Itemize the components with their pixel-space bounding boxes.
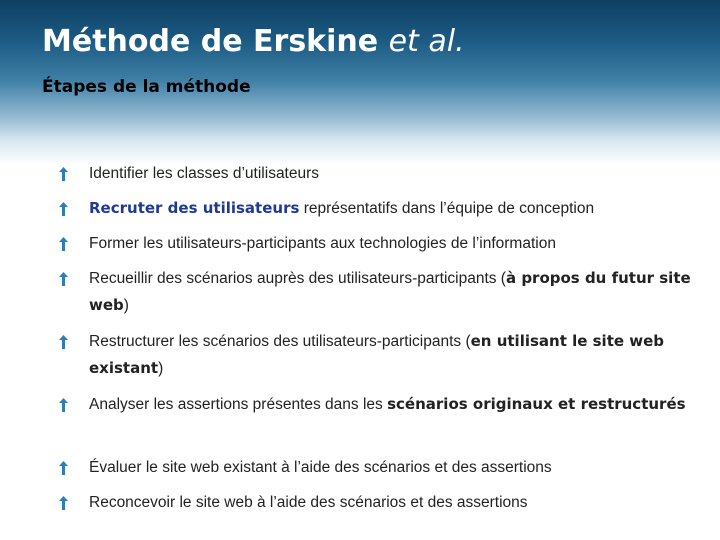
bullet-text-segment: Analyser les assertions présentes dans les — [89, 396, 388, 413]
bullet-item — [58, 195, 714, 222]
bullet-text-segment: représentatifs dans l’équipe de conception — [299, 200, 595, 217]
bullet-text-segment: Reconcevoir le site web à l’aide des scénarios et des assertions — [89, 494, 528, 511]
bullet-text-segment: scénarios originaux et restructurés — [387, 395, 686, 413]
bullet-marker-icon — [58, 398, 69, 412]
bullet-text-segment: Évaluer le site web existant à l’aide des scénarios et des assertions — [89, 459, 552, 476]
bullet-text-segment: Former les utilisateurs-participants aux technologies de l’information — [89, 235, 556, 252]
bullet-item — [58, 328, 714, 382]
bullet-item — [58, 160, 714, 187]
bullet-marker-icon — [58, 237, 69, 251]
bullet-item — [58, 230, 714, 257]
bullet-item — [58, 265, 714, 319]
title-italic: et al. — [388, 24, 465, 59]
bullet-text-segment: ) — [123, 297, 129, 314]
bullet-marker-icon — [58, 272, 69, 286]
bullet-text-segment: Restructurer les scénarios des utilisateurs-participants ( — [89, 333, 471, 350]
bullet-marker-icon — [58, 461, 69, 475]
bullet-marker-icon — [58, 167, 69, 181]
bullet-marker-icon — [58, 335, 69, 349]
bullet-text-segment: Identifier les classes d’utilisateurs — [89, 165, 320, 182]
bullet-item — [58, 454, 714, 481]
slide-title — [42, 24, 465, 59]
bullet-text-segment: ) — [158, 360, 164, 377]
slide-subtitle: Étapes de la méthode — [42, 77, 251, 97]
title-main: Méthode de Erskine — [42, 24, 379, 59]
bullet-text-segment: Recruter des utilisateurs — [89, 199, 300, 217]
bullet-item — [58, 391, 714, 418]
bullet-text-segment: en utilisant le site web existant — [89, 332, 665, 377]
bullet-text-segment: à propos du futur site web — [89, 269, 691, 314]
bullet-marker-icon — [58, 496, 69, 510]
bullet-item — [58, 489, 714, 516]
bullet-text-segment: Recueillir des scénarios auprès des utilisateurs-participants ( — [89, 270, 506, 287]
bullet-marker-icon — [58, 202, 69, 216]
